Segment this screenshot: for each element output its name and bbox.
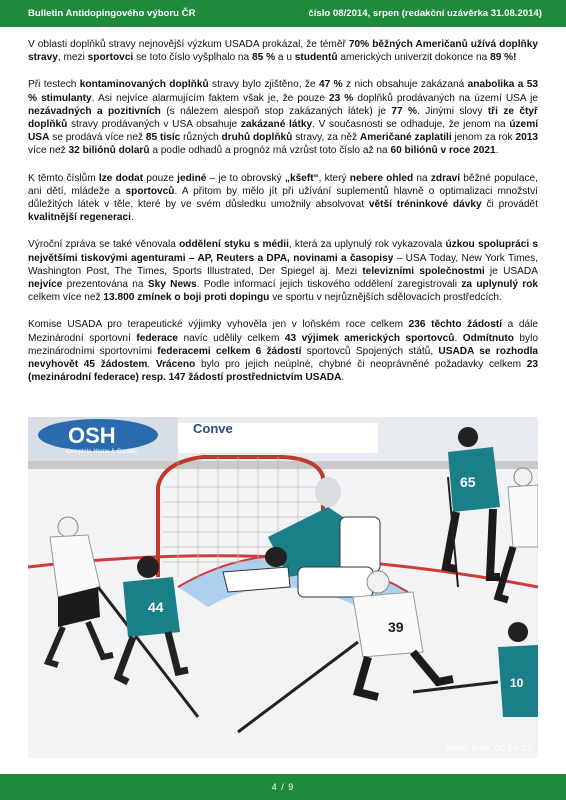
emphasis-text: nejvíce (28, 279, 63, 291)
jersey-39: 39 (388, 619, 404, 635)
body-text: . (131, 212, 134, 224)
body-text: Komise USADA pro terapeutické výjimky vyhověla jen v loňském roce celkem (28, 319, 409, 331)
emphasis-text: 85 % (252, 52, 276, 64)
body-text: se toto číslo vyšplhalo na (133, 52, 253, 64)
hockey-scene-illustration (28, 417, 538, 758)
body-text: navíc udělily celkem (178, 332, 285, 344)
emphasis-text: jediné (177, 172, 207, 184)
body-text: a podle odhadů a prognóz má vzrůst toto číslo až na (149, 145, 391, 157)
body-text: celkem více než (28, 292, 104, 304)
body-text: bylo pro jejich neúplné, chybné či neoprávněné požadavky celkem (195, 359, 527, 371)
body-text: – je to obrovský (206, 172, 285, 184)
body-text: různých (180, 132, 222, 144)
bulletin-title: Bulletin Antidopingového výboru ČR (28, 8, 196, 19)
jersey-65: 65 (460, 474, 476, 490)
hockey-photo (28, 417, 538, 758)
article-paragraph (28, 318, 538, 384)
emphasis-text: území USA (28, 119, 539, 144)
emphasis-text: 70% běžných Američanů užívá doplňky stravy (28, 39, 538, 64)
body-text: stravy, za něž (292, 132, 360, 144)
body-text: V oblasti doplňků stravy nejnovější výzkum USADA prokázal, že téměř (28, 39, 349, 50)
emphasis-text: USADA se rozhodla nevyhovět 45 žádostem (28, 345, 539, 371)
body-text: více než (28, 145, 69, 157)
photo-credit: Autor: Beto, CC BY 2.0 (445, 744, 532, 753)
emphasis-text: 2013 (515, 132, 538, 144)
body-text: (s nálezem alespoň stop zakázaných látek) je (160, 105, 392, 117)
emphasis-text: lze dodat (98, 172, 144, 184)
article-paragraph (28, 38, 538, 64)
emphasis-text: federace (136, 332, 178, 344)
body-text: z nich obsahuje zakázaná (342, 79, 468, 91)
article-paragraph (28, 172, 538, 225)
article-paragraph (28, 238, 538, 304)
jersey-10: 10 (510, 676, 524, 690)
issue-info: číslo 08/2014, srpen (redakční uzávěrka 31.08.2014) (308, 8, 542, 19)
body-text: ve sportu v nejrůznějších sdělovacích prostředcích. (269, 292, 502, 304)
body-text: stravy bylo zjištěno, že (208, 79, 319, 91)
body-text: , který (318, 172, 350, 184)
body-text: se prodává více než (49, 132, 146, 144)
emphasis-text: 85 tisíc (145, 132, 181, 144)
emphasis-text: 23 (526, 359, 539, 371)
emphasis-text: 23 % (329, 92, 354, 104)
body-text: . V současnosti se odhaduje, že jenom na (312, 119, 510, 131)
emphasis-text: 77 % (391, 105, 418, 117)
page-header (0, 0, 566, 27)
emphasis-text: 47 % (318, 79, 343, 91)
body-text: doplňků prodávaných na území USA je (353, 92, 539, 104)
article-body (28, 38, 538, 398)
body-text: . Jinými slovy (417, 105, 488, 117)
emphasis-text: nebere ohled (349, 172, 414, 184)
emphasis-text: Odmítnuto (462, 332, 514, 344)
body-text: bylo mezinárodními sportovními (28, 332, 538, 357)
emphasis-text: televizními společnostmi (362, 265, 485, 277)
body-text: K těmto číslům (28, 172, 99, 184)
body-text: – USA Today, New York Times, Washington Post, The Times, Sports Illustrated, Der Spiegel aj. Mezi (28, 252, 539, 277)
page-footer (0, 774, 566, 800)
body-text: . (341, 372, 345, 384)
emphasis-text: zdraví (430, 172, 461, 184)
emphasis-text: (mezinárodní federace) resp. 147 žádostí prostřednictvím USADA (28, 372, 342, 384)
body-text: na (413, 172, 431, 184)
body-text: sportovců Spojených států, (301, 345, 439, 357)
emphasis-text: 236 těchto žádostí (408, 319, 503, 331)
emphasis-text: druhů doplňků (221, 132, 293, 144)
body-text: běžné populace, ani dětí, mládeže a (28, 172, 538, 197)
board-ad-right: Conve (193, 421, 233, 436)
emphasis-text: za uplynulý rok (461, 279, 539, 291)
body-text: Při testech (28, 79, 80, 91)
article-paragraph (28, 78, 538, 157)
emphasis-text: zakázané látky (240, 119, 313, 131)
emphasis-text: Američané zaplatili (359, 132, 452, 144)
body-text: , mezi (57, 52, 88, 64)
body-text: . (495, 145, 499, 157)
body-text: stravy prodávaných v USA obsahuje (67, 119, 241, 131)
emphasis-text: kvalitnější regeneraci (28, 212, 131, 224)
body-text: . (147, 359, 156, 371)
emphasis-text: 13.800 zmínek o boji proti dopingu (103, 292, 270, 304)
emphasis-text: 60 biliónů v roce 2021 (390, 145, 496, 157)
body-text: amerických univerzit dokonce na (337, 52, 491, 64)
board-ad-left: OSH (68, 423, 116, 448)
board-ad-sub: Complete Home & Garden (66, 449, 137, 455)
emphasis-text: sportovců (125, 185, 175, 197)
emphasis-text: 32 biliónů dolarů (68, 145, 150, 157)
emphasis-text: Sky News (147, 279, 197, 291)
emphasis-text: Vráceno (155, 359, 196, 371)
jersey-44: 44 (148, 599, 164, 615)
emphasis-text: sportovci (87, 52, 134, 64)
body-text: . (454, 332, 463, 344)
emphasis-text: kontaminovaných doplňků (79, 79, 209, 91)
emphasis-text: oddělení styku s médii (179, 239, 289, 251)
body-text: je USADA (484, 265, 538, 277)
body-text: . Asi nejvíce alarmujícím faktem však je, že pouze (91, 92, 329, 104)
emphasis-text: 43 výjimek amerických sportovců (284, 332, 455, 344)
body-text: jenom za rok (451, 132, 516, 144)
body-text: . A přitom by mělo jít při užívání suplementů hlavně o optimalizaci množství důležitých látek v těle, které by ve svém důsledku umožnily absolvovat (28, 185, 538, 211)
body-text: . Podle informací jejich tiskového oddělení zaregistrovali (196, 279, 462, 291)
page-number: 4 / 9 (271, 782, 295, 792)
emphasis-text: větší tréninkové dávky (368, 199, 482, 211)
emphasis-text: studentů (294, 52, 338, 64)
emphasis-text: federacemi celkem 6 žádostí (157, 345, 302, 357)
emphasis-text: anabolika a 53 % stimulanty (28, 79, 539, 104)
body-text: , která za uplynulý rok vykazovala (288, 239, 446, 251)
emphasis-text: 89 %! (490, 52, 517, 64)
emphasis-text: nezávadných a pozitivních (28, 105, 161, 117)
emphasis-text: „kšeft“ (284, 172, 319, 184)
body-text: pouze (143, 172, 178, 184)
body-text: a dále Mezinárodní sportovní (28, 319, 539, 344)
body-text: a u (275, 52, 295, 64)
body-text: či provádět (481, 199, 539, 211)
body-text: Výroční zpráva se také věnovala (28, 239, 180, 251)
emphasis-text: tři ze čtyř doplňků (28, 105, 538, 131)
body-text: prezentována na (62, 279, 148, 291)
emphasis-text: úzkou spolupráci s největšími tiskovými agenturami – AP, Reuters a DPA, novinami a časopisy (28, 239, 538, 264)
